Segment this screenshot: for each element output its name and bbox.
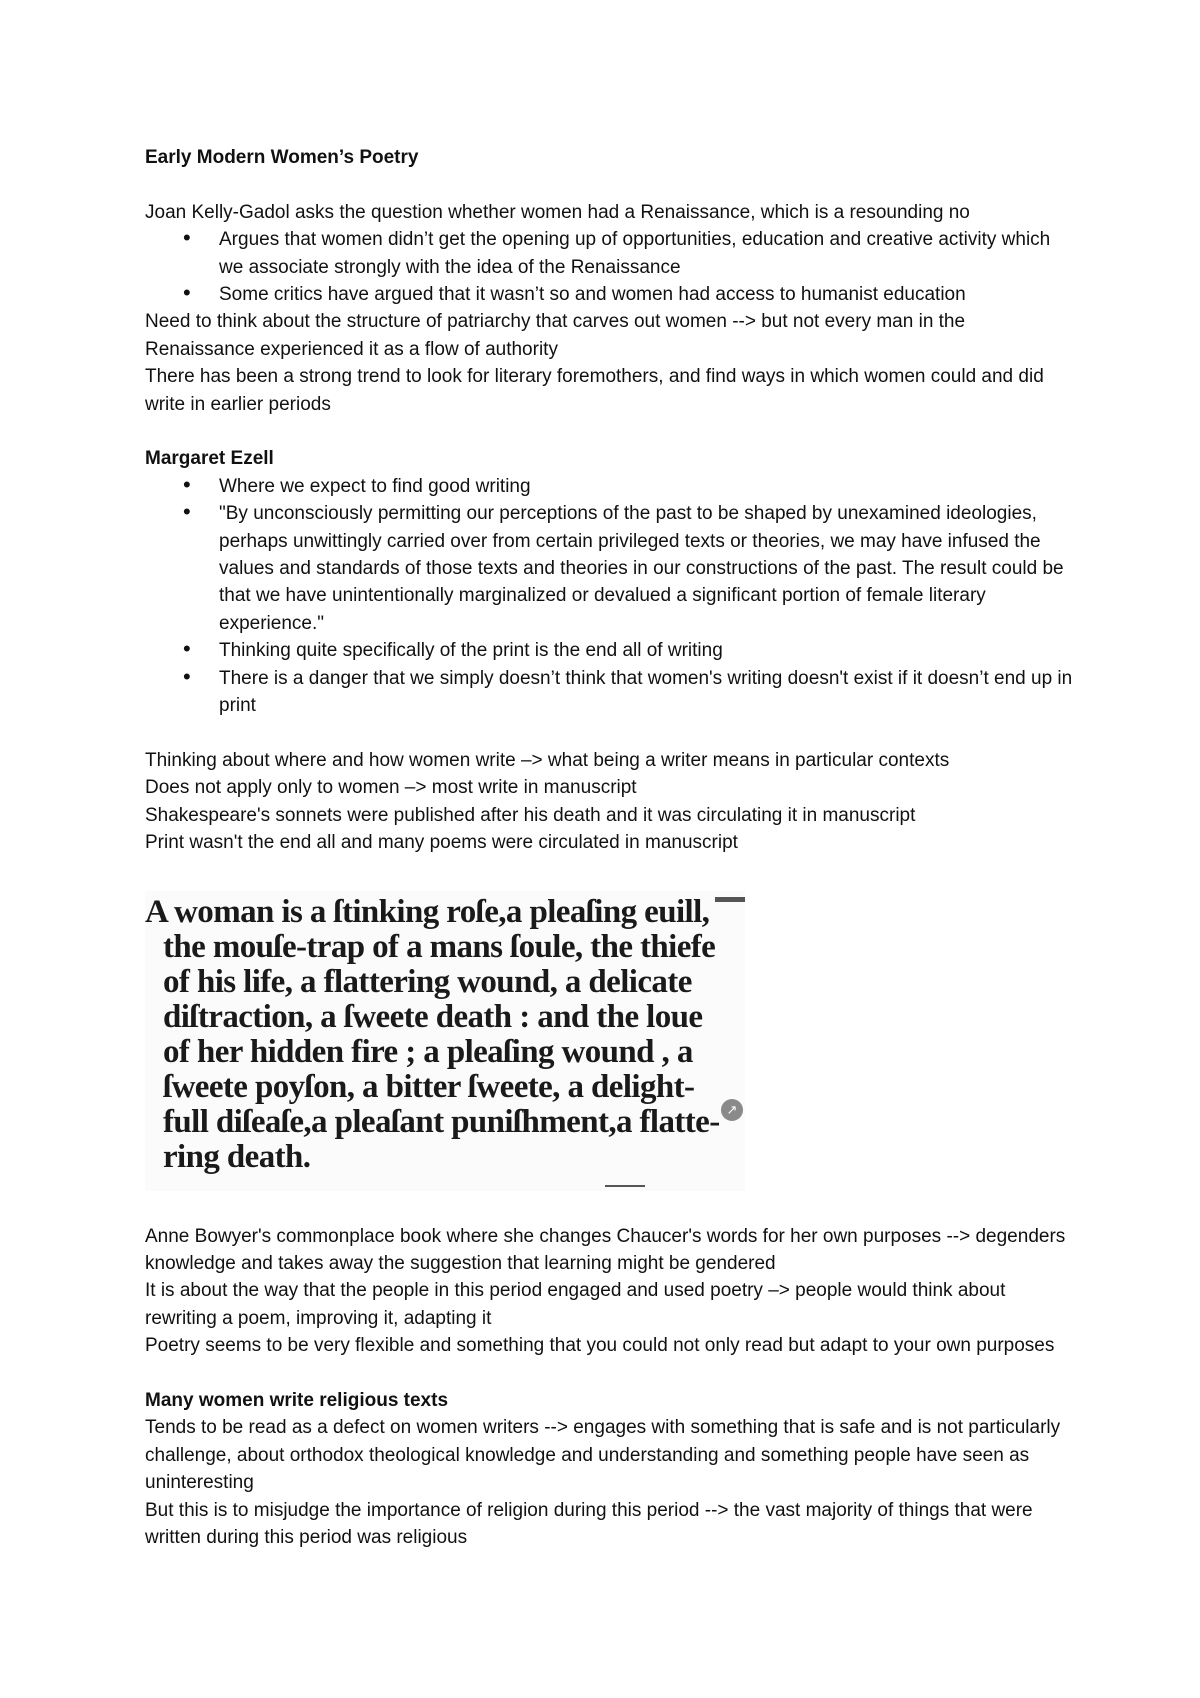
paragraph: Poetry seems to be very flexible and something that you could not only read but adapt to your own purposes [145, 1335, 1055, 1357]
scan-line: ring death. [163, 1138, 311, 1175]
bullet-item: • Argues that women didn’t get the opening up of opportunities, education and creative activity which we associate strongly with the idea of the Renaissance [145, 226, 1075, 281]
spacer [145, 171, 1075, 198]
paragraph: There has been a strong trend to look for literary foremothers, and find ways in which women could and did write in earlier periods [145, 366, 1044, 415]
scan-line: of his life, a flattering wound, a delicate [163, 963, 692, 1000]
scanned-text [145, 895, 720, 1175]
spacer [145, 720, 1075, 747]
bullet-list [145, 226, 1075, 308]
scanned-text-image [145, 891, 745, 1191]
paragraph: Need to think about the structure of patriarchy that carves out women --> but not every man in the Renaissance experienced it as a flow of authority [145, 311, 966, 360]
scan-artifact [605, 1185, 645, 1187]
scan-artifact [715, 897, 745, 902]
bullet-item: • Some critics have argued that it wasn’t so and women had access to humanist education [145, 281, 1075, 308]
scan-line: of her hidden fire ; a pleaſing wound , a [163, 1033, 693, 1070]
bullet-item: • "By unconsciously permitting our perceptions of the past to be shaped by unexamined ideologies, perhaps unwittingly carried over from certain privileged texts or theories, we may have infused the values and standards of those texts and theories in our constructions of the past. The result could be that we have unintentionally marginalized or devalued a significant portion of female literary experience." [145, 500, 1075, 637]
expand-icon[interactable]: ↗ [721, 1099, 743, 1121]
scan-line: the mouſe-trap of a mans ſoule, the thiefe [163, 928, 716, 965]
spacer [145, 1360, 1075, 1387]
bullet-item: • Where we expect to find good writing [145, 473, 1075, 500]
paragraph: Thinking about where and how women write –> what being a writer means in particular contexts [145, 749, 950, 771]
section-heading: Many women write religious texts [145, 1389, 449, 1411]
paragraph: Does not apply only to women –> most write in manuscript [145, 777, 637, 799]
spacer [145, 418, 1075, 445]
scan-line: diſtraction, a ſweete death : and the loue [163, 998, 703, 1035]
paragraph: But this is to misjudge the importance of religion during this period --> the vast majority of things that were written during this period was religious [145, 1499, 1033, 1548]
scan-line: full diſeaſe,a pleaſant puniſhment,a flatte- [163, 1103, 720, 1140]
bullet-item: • Thinking quite specifically of the print is the end all of writing [145, 637, 1075, 664]
paragraph: Anne Bowyer's commonplace book where she changes Chaucer's words for her own purposes --> degenders knowledge and takes away the suggestion that learning might be gendered [145, 1225, 1066, 1274]
scan-line: ſweete poyſon, a bitter ſweete, a delight- [163, 1068, 695, 1105]
bullet-list [145, 473, 1075, 720]
section-heading: Margaret Ezell [145, 448, 274, 470]
paragraph: It is about the way that the people in this period engaged and used poetry –> people would think about rewriting a poem, improving it, adapting it [145, 1280, 1006, 1329]
paragraph: Joan Kelly-Gadol asks the question whether women had a Renaissance, which is a resounding no [145, 201, 970, 223]
bullet-item: • There is a danger that we simply doesn’t think that women's writing doesn't exist if it doesn’t end up in print [145, 665, 1075, 720]
scan-line: A woman is a ſtinking roſe,a pleaſing euill, [145, 893, 710, 930]
document-body [145, 144, 1075, 1551]
document-title: Early Modern Women’s Poetry [145, 147, 419, 168]
paragraph: Shakespeare's sonnets were published after his death and it was circulating it in manuscript [145, 804, 916, 826]
paragraph: Print wasn't the end all and many poems were circulated in manuscript [145, 832, 738, 854]
paragraph: Tends to be read as a defect on women writers --> engages with something that is safe and is not particularly challenge, about orthodox theological knowledge and understanding and something people have seen as uninteresting [145, 1417, 1061, 1494]
